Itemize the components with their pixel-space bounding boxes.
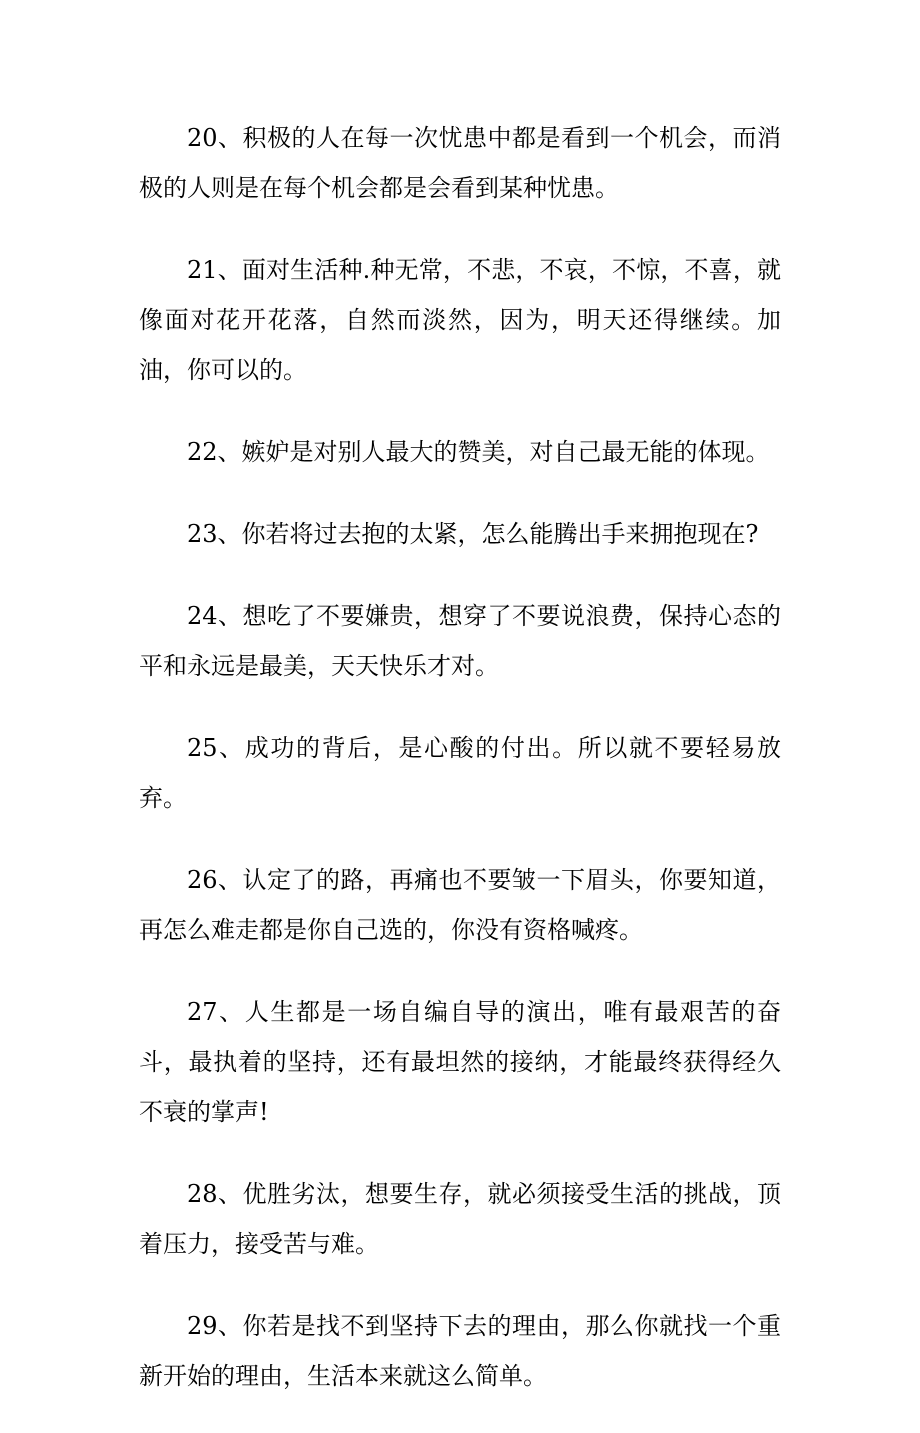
paragraph-21: 21、面对生活种.种无常，不悲，不哀，不惊，不喜，就像面对花开花落，自然而淡然，因为，明天还得继续。加油，你可以的。 xyxy=(139,256,781,384)
document-body xyxy=(139,113,781,1433)
paragraph-28: 28、优胜劣汰，想要生存，就必须接受生活的挑战，顶着压力，接受苦与难。 xyxy=(139,1180,781,1258)
paragraph-27: 27、人生都是一场自编自导的演出，唯有最艰苦的奋斗，最执着的坚持，还有最坦然的接纳，才能最终获得经久不衰的掌声! xyxy=(139,998,781,1126)
paragraph-29: 29、你若是找不到坚持下去的理由，那么你就找一个重新开始的理由，生活本来就这么简单。 xyxy=(139,1312,781,1390)
paragraph-22: 22、嫉妒是对别人最大的赞美，对自己最无能的体现。 xyxy=(187,438,770,466)
paragraph-23: 23、你若将过去抱的太紧，怎么能腾出手来拥抱现在? xyxy=(187,520,759,548)
paragraph-26: 26、认定了的路，再痛也不要皱一下眉头，你要知道，再怎么难走都是你自己选的，你没有资格喊疼。 xyxy=(139,866,781,944)
paragraph-24: 24、想吃了不要嫌贵，想穿了不要说浪费，保持心态的平和永远是最美，天天快乐才对。 xyxy=(139,602,781,680)
paragraph-20: 20、积极的人在每一次忧患中都是看到一个机会，而消极的人则是在每个机会都是会看到某种忧患。 xyxy=(139,124,781,202)
paragraph-25: 25、成功的背后，是心酸的付出。所以就不要轻易放弃。 xyxy=(139,734,781,812)
